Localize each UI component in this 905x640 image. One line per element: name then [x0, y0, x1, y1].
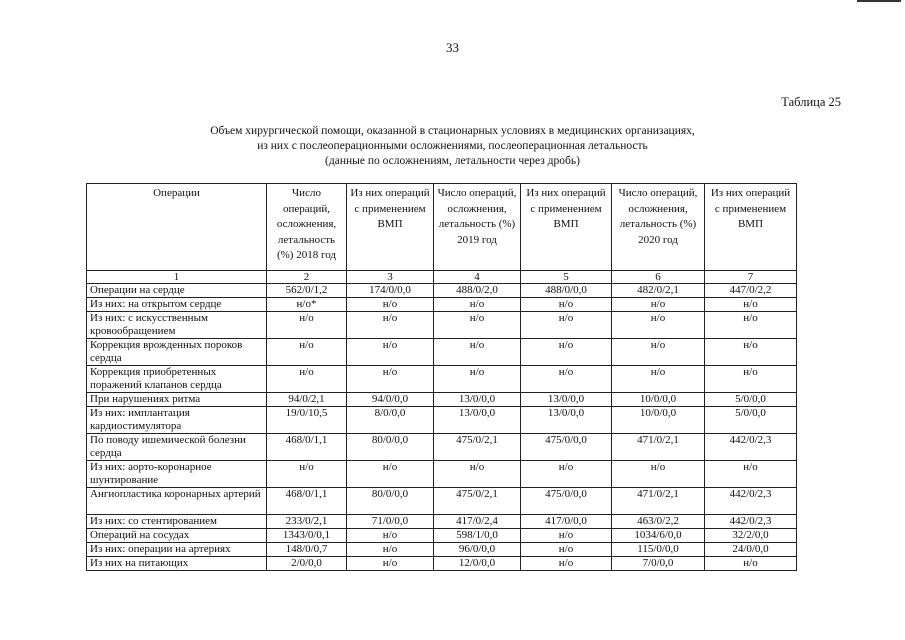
value-cell: 174/0/0,0	[347, 284, 434, 298]
value-cell: н/о	[434, 298, 521, 312]
column-number: 4	[434, 271, 521, 284]
value-cell: 13/0/0,0	[521, 407, 612, 434]
value-cell: н/о	[521, 529, 612, 543]
table-row	[87, 312, 797, 339]
value-cell: 1034/6/0,0	[612, 529, 705, 543]
page-number: 33	[446, 40, 459, 55]
operation-name-cell: Коррекция врожденных пороков сердца	[87, 339, 267, 366]
value-cell: 71/0/0,0	[347, 515, 434, 529]
corner-mark	[857, 0, 901, 2]
table-row	[87, 339, 797, 366]
column-number: 6	[612, 271, 705, 284]
value-cell: н/о	[521, 298, 612, 312]
value-cell: 94/0/0,0	[347, 393, 434, 407]
operation-name-cell: Из них: имплантация кардиостимулятора	[87, 407, 267, 434]
value-cell: 80/0/0,0	[347, 488, 434, 515]
value-cell: н/о	[347, 312, 434, 339]
table-row	[87, 543, 797, 557]
operation-name-cell: Из них: с искусственным кровообращением	[87, 312, 267, 339]
value-cell: 10/0/0,0	[612, 393, 705, 407]
value-cell: н/о	[434, 312, 521, 339]
operation-name-cell: Из них: со стентированием	[87, 515, 267, 529]
value-cell: 598/1/0,0	[434, 529, 521, 543]
operation-name-cell: По поводу ишемической болезни сердца	[87, 434, 267, 461]
table-row	[87, 434, 797, 461]
table-row	[87, 298, 797, 312]
table-row	[87, 461, 797, 488]
value-cell: н/о	[521, 543, 612, 557]
value-cell: н/о	[521, 366, 612, 393]
value-cell: н/о	[612, 339, 705, 366]
operation-name-cell: Операций на сосудах	[87, 529, 267, 543]
value-cell: 94/0/2,1	[267, 393, 347, 407]
operation-name-cell: Операции на сердце	[87, 284, 267, 298]
value-cell: 13/0/0,0	[434, 407, 521, 434]
table-row	[87, 284, 797, 298]
operation-name-cell: При нарушениях ритма	[87, 393, 267, 407]
header-2018-total: Число операций, осложнения, летальность (%) 2018 год	[267, 184, 347, 271]
table-row	[87, 515, 797, 529]
value-cell: 562/0/1,2	[267, 284, 347, 298]
value-cell: 447/0/2,2	[705, 284, 797, 298]
value-cell: 488/0/0,0	[521, 284, 612, 298]
header-2019-vmp: Из них операций с применением ВМП	[521, 184, 612, 271]
table-row	[87, 557, 797, 571]
value-cell: 471/0/2,1	[612, 434, 705, 461]
caption-line-3: (данные по осложнениям, летальности через дробь)	[325, 155, 580, 167]
value-cell: 471/0/2,1	[612, 488, 705, 515]
value-cell: 475/0/0,0	[521, 434, 612, 461]
value-cell: н/о	[705, 461, 797, 488]
value-cell: 96/0/0,0	[434, 543, 521, 557]
table-row	[87, 488, 797, 515]
value-cell: н/о	[705, 366, 797, 393]
value-cell: н/о	[347, 557, 434, 571]
value-cell: 24/0/0,0	[705, 543, 797, 557]
column-number-row	[87, 271, 797, 284]
value-cell: н/о	[612, 298, 705, 312]
value-cell: 2/0/0,0	[267, 557, 347, 571]
value-cell: н/о*	[267, 298, 347, 312]
value-cell: 475/0/2,1	[434, 488, 521, 515]
operation-name-cell: Из них: операции на артериях	[87, 543, 267, 557]
value-cell: н/о	[267, 461, 347, 488]
value-cell: н/о	[267, 366, 347, 393]
value-cell: н/о	[521, 339, 612, 366]
value-cell: н/о	[434, 366, 521, 393]
value-cell: н/о	[347, 298, 434, 312]
header-2019-total: Число операций, осложнения, летальность (%) 2019 год	[434, 184, 521, 271]
column-number: 2	[267, 271, 347, 284]
value-cell: н/о	[612, 461, 705, 488]
column-number: 5	[521, 271, 612, 284]
value-cell: 468/0/1,1	[267, 488, 347, 515]
column-number: 7	[705, 271, 797, 284]
value-cell: н/о	[347, 339, 434, 366]
operation-name-cell: Коррекция приобретенных поражений клапанов сердца	[87, 366, 267, 393]
column-number: 3	[347, 271, 434, 284]
table-row	[87, 407, 797, 434]
value-cell: 148/0/0,7	[267, 543, 347, 557]
value-cell: н/о	[705, 557, 797, 571]
value-cell: н/о	[267, 312, 347, 339]
operation-name-cell: Ангиопластика коронарных артерий	[87, 488, 267, 515]
value-cell: н/о	[612, 366, 705, 393]
value-cell: н/о	[705, 312, 797, 339]
value-cell: 468/0/1,1	[267, 434, 347, 461]
value-cell: 442/0/2,3	[705, 515, 797, 529]
value-cell: н/о	[347, 543, 434, 557]
value-cell: 80/0/0,0	[347, 434, 434, 461]
value-cell: н/о	[705, 298, 797, 312]
table-label: Таблица 25	[781, 95, 841, 109]
value-cell: 12/0/0,0	[434, 557, 521, 571]
value-cell: н/о	[705, 339, 797, 366]
value-cell: 482/0/2,1	[612, 284, 705, 298]
value-cell: 10/0/0,0	[612, 407, 705, 434]
header-operations: Операции	[87, 184, 267, 271]
column-number: 1	[87, 271, 267, 284]
value-cell: н/о	[434, 339, 521, 366]
value-cell: 442/0/2,3	[705, 434, 797, 461]
value-cell: н/о	[347, 366, 434, 393]
header-row	[87, 184, 797, 271]
table-row	[87, 393, 797, 407]
value-cell: н/о	[347, 461, 434, 488]
header-2020-total: Число операций, осложнения, летальность (%) 2020 год	[612, 184, 705, 271]
table-row	[87, 529, 797, 543]
table-caption	[0, 124, 905, 169]
value-cell: 115/0/0,0	[612, 543, 705, 557]
value-cell: 475/0/2,1	[434, 434, 521, 461]
operation-name-cell: Из них на питающих	[87, 557, 267, 571]
operation-name-cell: Из них: аорто-коронарное шунтирование	[87, 461, 267, 488]
value-cell: н/о	[521, 557, 612, 571]
value-cell: н/о	[267, 339, 347, 366]
value-cell: 5/0/0,0	[705, 393, 797, 407]
operation-name-cell: Из них: на открытом сердце	[87, 298, 267, 312]
value-cell: 463/0/2,2	[612, 515, 705, 529]
value-cell: 1343/0/0,1	[267, 529, 347, 543]
value-cell: 7/0/0,0	[612, 557, 705, 571]
header-2018-vmp: Из них операций с применением ВМП	[347, 184, 434, 271]
value-cell: 233/0/2,1	[267, 515, 347, 529]
value-cell: 19/0/10,5	[267, 407, 347, 434]
value-cell: 5/0/0,0	[705, 407, 797, 434]
value-cell: 417/0/0,0	[521, 515, 612, 529]
value-cell: 32/2/0,0	[705, 529, 797, 543]
value-cell: 13/0/0,0	[521, 393, 612, 407]
value-cell: 417/0/2,4	[434, 515, 521, 529]
value-cell: 8/0/0,0	[347, 407, 434, 434]
value-cell: н/о	[434, 461, 521, 488]
value-cell: н/о	[521, 461, 612, 488]
value-cell: 13/0/0,0	[434, 393, 521, 407]
caption-line-1: Объем хирургической помощи, оказанной в стационарных условиях в медицинских организациях,	[210, 125, 695, 137]
surgery-table	[86, 183, 797, 571]
caption-line-2: из них с послеоперационными осложнениями, послеоперационная летальность	[257, 140, 648, 152]
header-2020-vmp: Из них операций с применением ВМП	[705, 184, 797, 271]
value-cell: 442/0/2,3	[705, 488, 797, 515]
value-cell: 475/0/0,0	[521, 488, 612, 515]
value-cell: н/о	[521, 312, 612, 339]
table-row	[87, 366, 797, 393]
value-cell: н/о	[347, 529, 434, 543]
value-cell: 488/0/2,0	[434, 284, 521, 298]
value-cell: н/о	[612, 312, 705, 339]
